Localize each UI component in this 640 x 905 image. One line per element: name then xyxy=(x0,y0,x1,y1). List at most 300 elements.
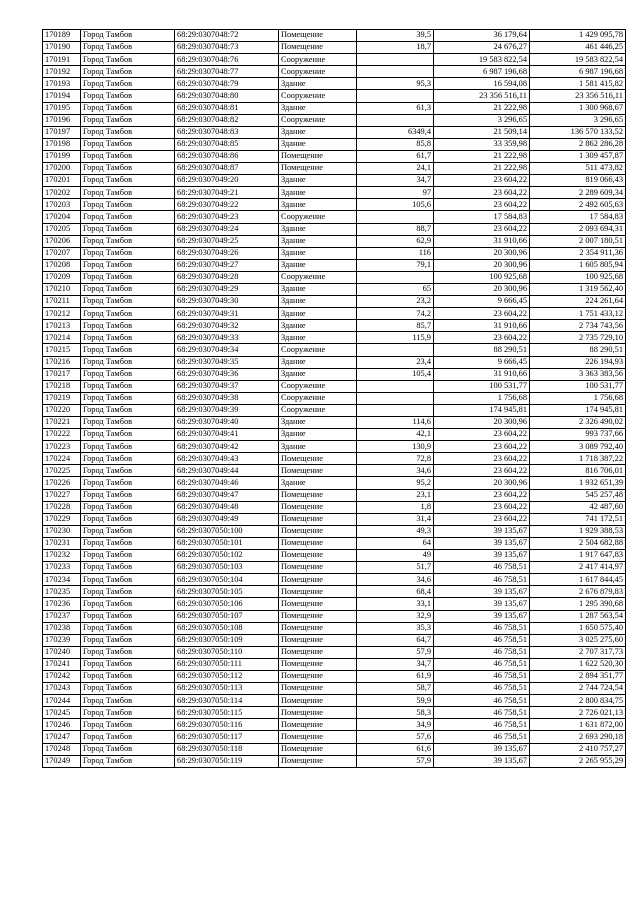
table-row xyxy=(43,235,626,247)
city-cell: Город Тамбов xyxy=(81,368,175,380)
city-cell: Город Тамбов xyxy=(81,562,175,574)
cadastral-value-cell: 2 417 414,97 xyxy=(530,562,626,574)
unit-value-cell: 39 135,67 xyxy=(434,755,530,767)
row-id: 170202 xyxy=(43,187,81,199)
row-id: 170233 xyxy=(43,562,81,574)
unit-value-cell: 23 604,22 xyxy=(434,429,530,441)
cadastral-value-cell: 2 265 955,29 xyxy=(530,755,626,767)
table-row xyxy=(43,380,626,392)
area-cell: 115,9 xyxy=(357,332,434,344)
row-id: 170227 xyxy=(43,489,81,501)
area-cell: 72,8 xyxy=(357,453,434,465)
row-id: 170245 xyxy=(43,707,81,719)
row-id: 170213 xyxy=(43,320,81,332)
row-id: 170230 xyxy=(43,525,81,537)
unit-value-cell: 46 758,51 xyxy=(434,658,530,670)
object-type-cell: Здание xyxy=(279,356,357,368)
cadastral-number-cell: 68:29:0307050:101 xyxy=(175,537,279,549)
row-id: 170223 xyxy=(43,441,81,453)
object-type-cell: Здание xyxy=(279,102,357,114)
row-id: 170216 xyxy=(43,356,81,368)
row-id: 170193 xyxy=(43,78,81,90)
cadastral-value-cell: 23 356 516,11 xyxy=(530,90,626,102)
cadastral-number-cell: 68:29:0307048:79 xyxy=(175,78,279,90)
city-cell: Город Тамбов xyxy=(81,78,175,90)
row-id: 170231 xyxy=(43,537,81,549)
cadastral-value-cell: 1 605 805,94 xyxy=(530,259,626,271)
unit-value-cell: 46 758,51 xyxy=(434,634,530,646)
table-row xyxy=(43,707,626,719)
row-id: 170208 xyxy=(43,259,81,271)
object-type-cell: Здание xyxy=(279,223,357,235)
row-id: 170199 xyxy=(43,150,81,162)
unit-value-cell: 20 300,96 xyxy=(434,477,530,489)
table-row xyxy=(43,719,626,731)
area-cell: 62,9 xyxy=(357,235,434,247)
area-cell: 97 xyxy=(357,187,434,199)
city-cell: Город Тамбов xyxy=(81,404,175,416)
area-cell: 57,9 xyxy=(357,646,434,658)
cadastral-number-cell: 68:29:0307049:20 xyxy=(175,175,279,187)
cadastral-number-cell: 68:29:0307049:49 xyxy=(175,513,279,525)
cadastral-value-cell: 1 718 387,22 xyxy=(530,453,626,465)
cadastral-value-cell: 3 363 383,56 xyxy=(530,368,626,380)
object-type-cell: Здание xyxy=(279,477,357,489)
object-type-cell: Помещение xyxy=(279,719,357,731)
area-cell: 49,3 xyxy=(357,525,434,537)
unit-value-cell: 23 604,22 xyxy=(434,441,530,453)
unit-value-cell: 39 135,67 xyxy=(434,598,530,610)
unit-value-cell: 39 135,67 xyxy=(434,586,530,598)
cadastral-number-cell: 68:29:0307050:103 xyxy=(175,562,279,574)
cadastral-number-cell: 68:29:0307050:112 xyxy=(175,670,279,682)
city-cell: Город Тамбов xyxy=(81,187,175,199)
unit-value-cell: 23 604,22 xyxy=(434,513,530,525)
cadastral-number-cell: 68:29:0307050:118 xyxy=(175,743,279,755)
city-cell: Город Тамбов xyxy=(81,586,175,598)
cadastral-value-cell: 2 735 729,10 xyxy=(530,332,626,344)
cadastral-value-cell: 2 354 911,36 xyxy=(530,247,626,259)
unit-value-cell: 88 290,51 xyxy=(434,344,530,356)
area-cell xyxy=(357,114,434,126)
cadastral-number-cell: 68:29:0307048:80 xyxy=(175,90,279,102)
object-type-cell: Помещение xyxy=(279,513,357,525)
cadastral-value-cell: 511 473,82 xyxy=(530,163,626,175)
cadastral-number-cell: 68:29:0307050:113 xyxy=(175,683,279,695)
cadastral-value-cell: 2 504 682,88 xyxy=(530,537,626,549)
city-cell: Город Тамбов xyxy=(81,453,175,465)
row-id: 170242 xyxy=(43,670,81,682)
city-cell: Город Тамбов xyxy=(81,392,175,404)
row-id: 170218 xyxy=(43,380,81,392)
cadastral-value-cell: 3 296,65 xyxy=(530,114,626,126)
object-type-cell: Сооружение xyxy=(279,271,357,283)
row-id: 170205 xyxy=(43,223,81,235)
object-type-cell: Здание xyxy=(279,332,357,344)
row-id: 170217 xyxy=(43,368,81,380)
cadastral-value-cell: 2 894 351,77 xyxy=(530,670,626,682)
row-id: 170194 xyxy=(43,90,81,102)
cadastral-value-cell: 545 257,48 xyxy=(530,489,626,501)
cadastral-value-cell: 3 025 275,60 xyxy=(530,634,626,646)
cadastral-number-cell: 68:29:0307049:25 xyxy=(175,235,279,247)
table-row xyxy=(43,489,626,501)
city-cell: Город Тамбов xyxy=(81,356,175,368)
cadastral-number-cell: 68:29:0307049:37 xyxy=(175,380,279,392)
row-id: 170212 xyxy=(43,308,81,320)
row-id: 170200 xyxy=(43,163,81,175)
cadastral-value-cell: 1 650 575,40 xyxy=(530,622,626,634)
area-cell: 58,7 xyxy=(357,683,434,695)
table-row xyxy=(43,102,626,114)
object-type-cell: Помещение xyxy=(279,465,357,477)
object-type-cell: Здание xyxy=(279,175,357,187)
table-row xyxy=(43,670,626,682)
cadastral-value-cell: 42 487,60 xyxy=(530,501,626,513)
city-cell: Город Тамбов xyxy=(81,150,175,162)
city-cell: Город Тамбов xyxy=(81,513,175,525)
cadastral-number-cell: 68:29:0307048:85 xyxy=(175,138,279,150)
table-row xyxy=(43,296,626,308)
area-cell: 23,4 xyxy=(357,356,434,368)
city-cell: Город Тамбов xyxy=(81,259,175,271)
row-id: 170197 xyxy=(43,126,81,138)
cadastral-value-cell: 3 089 792,40 xyxy=(530,441,626,453)
cadastral-value-cell: 2 800 834,75 xyxy=(530,695,626,707)
row-id: 170226 xyxy=(43,477,81,489)
object-type-cell: Здание xyxy=(279,429,357,441)
cadastral-number-cell: 68:29:0307049:31 xyxy=(175,308,279,320)
city-cell: Город Тамбов xyxy=(81,247,175,259)
city-cell: Город Тамбов xyxy=(81,465,175,477)
city-cell: Город Тамбов xyxy=(81,102,175,114)
unit-value-cell: 46 758,51 xyxy=(434,622,530,634)
cadastral-value-cell: 1 295 390,68 xyxy=(530,598,626,610)
row-id: 170243 xyxy=(43,683,81,695)
city-cell: Город Тамбов xyxy=(81,501,175,513)
object-type-cell: Помещение xyxy=(279,42,357,54)
area-cell: 85,7 xyxy=(357,320,434,332)
area-cell: 58,3 xyxy=(357,707,434,719)
cadastral-value-cell: 1 617 844,45 xyxy=(530,574,626,586)
row-id: 170207 xyxy=(43,247,81,259)
table-row xyxy=(43,78,626,90)
unit-value-cell: 46 758,51 xyxy=(434,574,530,586)
area-cell: 23,1 xyxy=(357,489,434,501)
row-id: 170215 xyxy=(43,344,81,356)
cadastral-value-cell: 2 326 490,02 xyxy=(530,417,626,429)
city-cell: Город Тамбов xyxy=(81,199,175,211)
city-cell: Город Тамбов xyxy=(81,489,175,501)
area-cell: 32,9 xyxy=(357,610,434,622)
cadastral-number-cell: 68:29:0307049:21 xyxy=(175,187,279,199)
area-cell: 34,9 xyxy=(357,719,434,731)
table-row xyxy=(43,755,626,767)
cadastral-value-cell: 1 751 433,12 xyxy=(530,308,626,320)
city-cell: Город Тамбов xyxy=(81,598,175,610)
area-cell xyxy=(357,404,434,416)
area-cell xyxy=(357,90,434,102)
table-row xyxy=(43,646,626,658)
row-id: 170248 xyxy=(43,743,81,755)
cadastral-number-cell: 68:29:0307049:40 xyxy=(175,417,279,429)
unit-value-cell: 20 300,96 xyxy=(434,283,530,295)
cadastral-value-cell: 2 289 609,34 xyxy=(530,187,626,199)
row-id: 170228 xyxy=(43,501,81,513)
city-cell: Город Тамбов xyxy=(81,271,175,283)
city-cell: Город Тамбов xyxy=(81,211,175,223)
unit-value-cell: 174 945,81 xyxy=(434,404,530,416)
cadastral-value-cell: 2 862 286,28 xyxy=(530,138,626,150)
table-row xyxy=(43,320,626,332)
unit-value-cell: 46 758,51 xyxy=(434,731,530,743)
unit-value-cell: 21 222,98 xyxy=(434,150,530,162)
city-cell: Город Тамбов xyxy=(81,344,175,356)
row-id: 170234 xyxy=(43,574,81,586)
object-type-cell: Сооружение xyxy=(279,54,357,66)
cadastral-value-cell: 1 631 872,00 xyxy=(530,719,626,731)
area-cell: 51,7 xyxy=(357,562,434,574)
unit-value-cell: 6 987 196,68 xyxy=(434,66,530,78)
cadastral-number-cell: 68:29:0307048:83 xyxy=(175,126,279,138)
cadastral-value-cell: 88 290,51 xyxy=(530,344,626,356)
row-id: 170229 xyxy=(43,513,81,525)
cadastral-number-cell: 68:29:0307049:24 xyxy=(175,223,279,235)
object-type-cell: Помещение xyxy=(279,574,357,586)
row-id: 170225 xyxy=(43,465,81,477)
table-row xyxy=(43,247,626,259)
table-row xyxy=(43,356,626,368)
area-cell: 64 xyxy=(357,537,434,549)
city-cell: Город Тамбов xyxy=(81,417,175,429)
cadastral-value-cell: 100 925,68 xyxy=(530,271,626,283)
table-row xyxy=(43,501,626,513)
unit-value-cell: 39 135,67 xyxy=(434,537,530,549)
city-cell: Город Тамбов xyxy=(81,658,175,670)
table-row xyxy=(43,441,626,453)
unit-value-cell: 23 604,22 xyxy=(434,308,530,320)
city-cell: Город Тамбов xyxy=(81,283,175,295)
cadastral-value-cell: 2 410 757,27 xyxy=(530,743,626,755)
object-type-cell: Здание xyxy=(279,187,357,199)
unit-value-cell: 23 604,22 xyxy=(434,489,530,501)
cadastral-value-cell: 1 917 647,83 xyxy=(530,550,626,562)
area-cell: 6349,4 xyxy=(357,126,434,138)
object-type-cell: Сооружение xyxy=(279,380,357,392)
city-cell: Город Тамбов xyxy=(81,537,175,549)
area-cell: 31,4 xyxy=(357,513,434,525)
table-row xyxy=(43,163,626,175)
table-body xyxy=(43,30,626,768)
object-type-cell: Помещение xyxy=(279,731,357,743)
unit-value-cell: 20 300,96 xyxy=(434,247,530,259)
row-id: 170214 xyxy=(43,332,81,344)
cadastral-value-cell: 2 693 290,18 xyxy=(530,731,626,743)
city-cell: Город Тамбов xyxy=(81,163,175,175)
cadastral-value-cell: 224 261,64 xyxy=(530,296,626,308)
cadastral-value-cell: 17 584,83 xyxy=(530,211,626,223)
cadastral-number-cell: 68:29:0307048:86 xyxy=(175,150,279,162)
row-id: 170201 xyxy=(43,175,81,187)
cadastral-number-cell: 68:29:0307050:108 xyxy=(175,622,279,634)
row-id: 170236 xyxy=(43,598,81,610)
city-cell: Город Тамбов xyxy=(81,296,175,308)
cadastral-number-cell: 68:29:0307049:29 xyxy=(175,283,279,295)
row-id: 170240 xyxy=(43,646,81,658)
area-cell: 34,7 xyxy=(357,658,434,670)
unit-value-cell: 21 509,14 xyxy=(434,126,530,138)
area-cell: 34,6 xyxy=(357,574,434,586)
area-cell: 88,7 xyxy=(357,223,434,235)
object-type-cell: Помещение xyxy=(279,670,357,682)
area-cell: 34,7 xyxy=(357,175,434,187)
cadastral-value-cell: 1 932 651,39 xyxy=(530,477,626,489)
table-row xyxy=(43,525,626,537)
object-type-cell: Здание xyxy=(279,78,357,90)
area-cell: 61,7 xyxy=(357,150,434,162)
object-type-cell: Помещение xyxy=(279,646,357,658)
cadastral-number-cell: 68:29:0307050:100 xyxy=(175,525,279,537)
object-type-cell: Здание xyxy=(279,296,357,308)
city-cell: Город Тамбов xyxy=(81,634,175,646)
object-type-cell: Помещение xyxy=(279,658,357,670)
object-type-cell: Здание xyxy=(279,283,357,295)
row-id: 170191 xyxy=(43,54,81,66)
table-row xyxy=(43,429,626,441)
row-id: 170209 xyxy=(43,271,81,283)
row-id: 170189 xyxy=(43,30,81,42)
unit-value-cell: 23 604,22 xyxy=(434,223,530,235)
area-cell xyxy=(357,66,434,78)
object-type-cell: Здание xyxy=(279,259,357,271)
table-row xyxy=(43,658,626,670)
cadastral-number-cell: 68:29:0307048:76 xyxy=(175,54,279,66)
cadastral-number-cell: 68:29:0307050:106 xyxy=(175,598,279,610)
object-type-cell: Здание xyxy=(279,320,357,332)
table-row xyxy=(43,66,626,78)
table-row xyxy=(43,683,626,695)
cadastral-value-cell: 174 945,81 xyxy=(530,404,626,416)
cadastral-value-cell: 2 726 021,13 xyxy=(530,707,626,719)
area-cell: 65 xyxy=(357,283,434,295)
table-row xyxy=(43,114,626,126)
cadastral-value-cell: 226 194,93 xyxy=(530,356,626,368)
row-id: 170204 xyxy=(43,211,81,223)
area-cell xyxy=(357,271,434,283)
row-id: 170249 xyxy=(43,755,81,767)
object-type-cell: Помещение xyxy=(279,622,357,634)
object-type-cell: Помещение xyxy=(279,501,357,513)
unit-value-cell: 20 300,96 xyxy=(434,259,530,271)
area-cell: 33,1 xyxy=(357,598,434,610)
row-id: 170232 xyxy=(43,550,81,562)
city-cell: Город Тамбов xyxy=(81,477,175,489)
cadastral-number-cell: 68:29:0307048:81 xyxy=(175,102,279,114)
cadastral-number-cell: 68:29:0307049:23 xyxy=(175,211,279,223)
unit-value-cell: 46 758,51 xyxy=(434,707,530,719)
cadastral-number-cell: 68:29:0307049:27 xyxy=(175,259,279,271)
unit-value-cell: 23 604,22 xyxy=(434,465,530,477)
object-type-cell: Помещение xyxy=(279,683,357,695)
unit-value-cell: 21 222,98 xyxy=(434,163,530,175)
table-row xyxy=(43,271,626,283)
unit-value-cell: 31 910,66 xyxy=(434,320,530,332)
city-cell: Город Тамбов xyxy=(81,138,175,150)
area-cell: 114,6 xyxy=(357,417,434,429)
cadastral-value-cell: 2 744 724,54 xyxy=(530,683,626,695)
cadastral-value-cell: 816 706,01 xyxy=(530,465,626,477)
cadastral-value-cell: 19 583 822,54 xyxy=(530,54,626,66)
unit-value-cell: 33 359,98 xyxy=(434,138,530,150)
city-cell: Город Тамбов xyxy=(81,114,175,126)
object-type-cell: Помещение xyxy=(279,537,357,549)
area-cell xyxy=(357,344,434,356)
object-type-cell: Помещение xyxy=(279,30,357,42)
row-id: 170244 xyxy=(43,695,81,707)
area-cell: 24,1 xyxy=(357,163,434,175)
unit-value-cell: 21 222,98 xyxy=(434,102,530,114)
cadastral-value-cell: 2 734 743,56 xyxy=(530,320,626,332)
cadastral-number-cell: 68:29:0307048:82 xyxy=(175,114,279,126)
row-id: 170210 xyxy=(43,283,81,295)
city-cell: Город Тамбов xyxy=(81,332,175,344)
row-id: 170220 xyxy=(43,404,81,416)
row-id: 170211 xyxy=(43,296,81,308)
table-row xyxy=(43,54,626,66)
city-cell: Город Тамбов xyxy=(81,223,175,235)
cadastral-value-cell: 461 446,25 xyxy=(530,42,626,54)
object-type-cell: Здание xyxy=(279,138,357,150)
unit-value-cell: 46 758,51 xyxy=(434,562,530,574)
area-cell: 35,3 xyxy=(357,622,434,634)
unit-value-cell: 9 666,45 xyxy=(434,296,530,308)
object-type-cell: Помещение xyxy=(279,489,357,501)
table-row xyxy=(43,465,626,477)
unit-value-cell: 3 296,65 xyxy=(434,114,530,126)
cadastral-value-cell: 1 300 968,67 xyxy=(530,102,626,114)
cadastral-number-cell: 68:29:0307049:43 xyxy=(175,453,279,465)
cadastral-value-cell: 993 737,66 xyxy=(530,429,626,441)
city-cell: Город Тамбов xyxy=(81,308,175,320)
unit-value-cell: 23 604,22 xyxy=(434,175,530,187)
unit-value-cell: 46 758,51 xyxy=(434,719,530,731)
object-type-cell: Помещение xyxy=(279,163,357,175)
cadastral-value-cell: 1 929 388,53 xyxy=(530,525,626,537)
city-cell: Город Тамбов xyxy=(81,90,175,102)
table-row xyxy=(43,513,626,525)
cadastral-number-cell: 68:29:0307049:26 xyxy=(175,247,279,259)
cadastral-value-cell: 1 287 563,54 xyxy=(530,610,626,622)
cadastral-number-cell: 68:29:0307050:111 xyxy=(175,658,279,670)
unit-value-cell: 39 135,67 xyxy=(434,743,530,755)
cadastral-value-table xyxy=(42,29,626,768)
cadastral-number-cell: 68:29:0307049:46 xyxy=(175,477,279,489)
cadastral-value-cell: 1 581 415,82 xyxy=(530,78,626,90)
object-type-cell: Сооружение xyxy=(279,211,357,223)
cadastral-value-cell: 2 007 180,51 xyxy=(530,235,626,247)
area-cell xyxy=(357,392,434,404)
area-cell: 116 xyxy=(357,247,434,259)
unit-value-cell: 16 594,08 xyxy=(434,78,530,90)
cadastral-number-cell: 68:29:0307050:119 xyxy=(175,755,279,767)
row-id: 170247 xyxy=(43,731,81,743)
city-cell: Город Тамбов xyxy=(81,66,175,78)
cadastral-value-cell: 1 756,68 xyxy=(530,392,626,404)
cadastral-number-cell: 68:29:0307050:116 xyxy=(175,719,279,731)
table-row xyxy=(43,598,626,610)
unit-value-cell: 46 758,51 xyxy=(434,670,530,682)
city-cell: Город Тамбов xyxy=(81,574,175,586)
